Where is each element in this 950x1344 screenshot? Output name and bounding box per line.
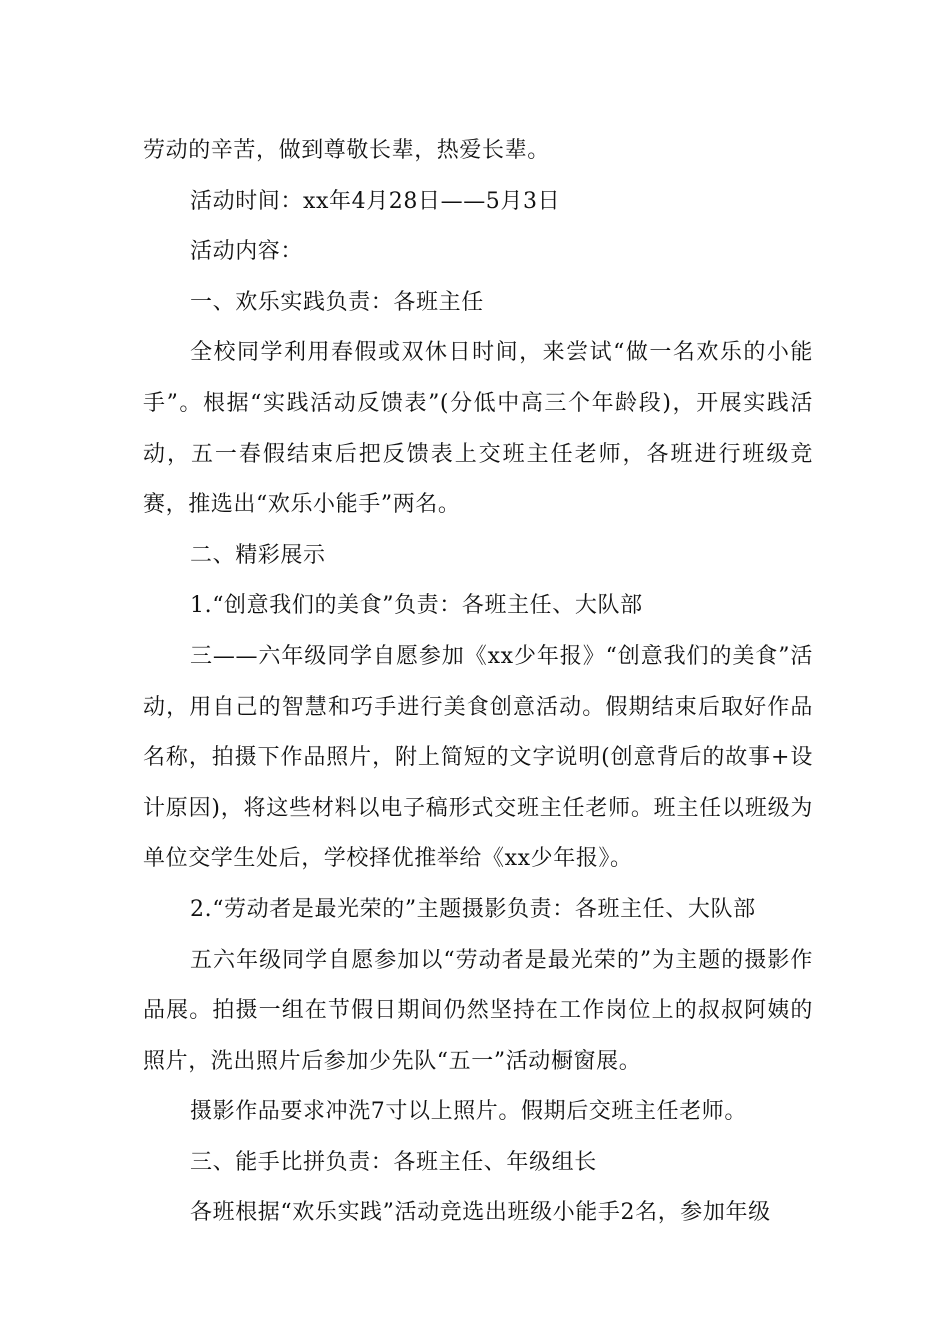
subheading-photography: 2.“劳动者是最光荣的”主题摄影负责：各班主任、大队部: [190, 896, 756, 922]
paragraph-photo-requirements: 摄影作品要求冲洗7寸以上照片。假期后交班主任老师。: [190, 1099, 747, 1125]
paragraph-activity-time: 活动时间：xx年4月28日——5月3日: [190, 188, 561, 214]
paragraph-happy-practice: 全校同学利用春假或双休日时间，来尝试“做一名欢乐的小能手”。根据“实践活动反馈表”(分低中高三个年龄段)，开展实践活动，五一春假结束后把反馈表上交班主任老师，各班进行班级竞赛，推选出“欢乐小能手”两名。: [143, 340, 813, 518]
paragraph-activity-content-heading: 活动内容：: [190, 239, 304, 265]
section-heading-skill-contest: 三、能手比拼负责：各班主任、年级组长: [190, 1149, 597, 1175]
paragraph-photography: 五六年级同学自愿参加以“劳动者是最光荣的”为主题的摄影作品展。拍摄一组在节假日期间仍然坚持在工作岗位上的叔叔阿姨的照片，洗出照片后参加少先队“五一”活动橱窗展。: [143, 947, 813, 1074]
paragraph-creative-food: 三——六年级同学自愿参加《xx少年报》“创意我们的美食”活动，用自己的智慧和巧手进行美食创意活动。假期结束后取好作品名称，拍摄下作品照片，附上简短的文字说明(创意背后的故事+设计原因)，将这些材料以电子稿形式交班主任老师。班主任以班级为单位交学生处后，学校择优推举给《xx少年报》。: [143, 643, 813, 872]
paragraph-skill-contest: 各班根据“欢乐实践”活动竞选出班级小能手2名，参加年级: [190, 1200, 771, 1226]
paragraph-continuation: 劳动的辛苦，做到尊敬长辈，热爱长辈。: [143, 138, 550, 163]
document-body: [143, 126, 813, 1239]
subheading-creative-food: 1.“创意我们的美食”负责：各班主任、大队部: [190, 593, 643, 619]
section-heading-happy-practice: 一、欢乐实践负责：各班主任: [190, 289, 484, 315]
section-heading-showcase: 二、精彩展示: [190, 542, 326, 568]
